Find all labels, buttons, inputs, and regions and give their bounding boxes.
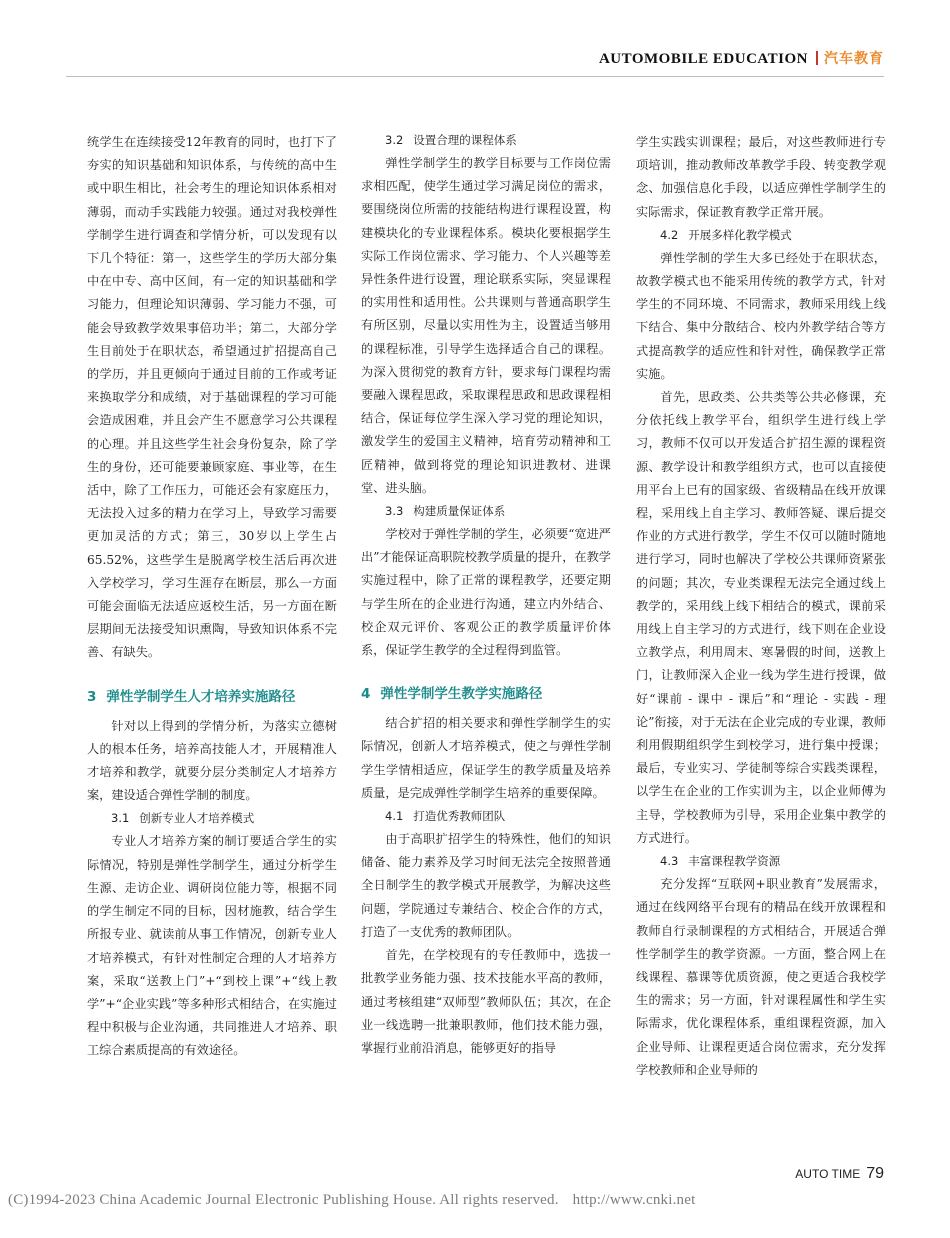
paragraph: 弹性学制学生的教学目标要与工作岗位需求相匹配，使学生通过学习满足岗位的需求，要围绕岗位所需的技能结构进行课程设置，构建模块化的专业课程体系。模块化要根据学生实际工作岗位需求、学习能力、个人兴趣等差异性条件进行设置，理论联系实际，突显课程的实用性和适用性。公共课则与普通高职学生有所区别，尽量以实用性为主，设置适当够用的课程标准，引导学生选择适合自己的课程。为深入贯彻党的教育方针，要求每门课程均需要融入课程思政，采取课程思政和思政课程相结合，保证每位学生深入学习党的理论知识，激发学生的爱国主义精神，培育劳动精神和工匠精神，做到将党的理论知识进教材、进课堂、进头脑。: [361, 156, 611, 495]
subsection-number: 3.1: [111, 811, 130, 826]
subsection-number: 3.3: [385, 504, 404, 519]
subsection-number: 3.2: [385, 133, 404, 147]
section-title: 弹性学制学生教学实施路径: [380, 686, 543, 703]
header-separator: [816, 51, 818, 65]
subsection-title: 创新专业人才培养模式: [139, 811, 255, 826]
section-3-heading: [87, 687, 337, 707]
paragraph: 学校对于弹性学制的学生，必须要“宽进严出”才能保证高职院校教学质量的提升，在教学实施过程中，除了正常的课程教学，还要定期与学生所在的企业进行沟通，建立内外结合、校企双元评价、客观公正的教学质量评价体系，保证学生教学的全过程得到监管。: [361, 527, 611, 658]
subsection-number: 4.1: [385, 809, 404, 824]
section-title: 弹性学制学生人才培养实施路径: [106, 688, 296, 705]
section-4-3-heading: [636, 850, 886, 873]
section-3-3-heading: [361, 500, 611, 523]
paragraph: 首先，在学校现有的专任教师中，选拔一批教学业务能力强、技术技能水平高的教师，通过考核组建“双师型”教师队伍；其次，在企业一线选聘一批兼职教师，他们技术能力强，掌握行业前沿消息，能够更好的指导: [361, 948, 611, 1055]
paragraph: 统学生在连续接受12年教育的同时，也打下了夯实的知识基础和知识体系，与传统的高中生或中职生相比，社会考生的理论知识体系相对薄弱，而动手实践能力较强。通过对我校弹性学制学生进行调查和学情分析，可以发现有以下几个特征：第一，这些学生的学历大部分集中在中专、高中区间，有一定的知识基础和学习能力，但理论知识薄弱、学习能力不强，可能会导致教学效果事倍功半；第二，大部分学生目前处于在职状态，希望通过扩招提高自己的学历，并且更倾向于通过目前的工作或考证来换取学分和成绩，对于基础课程的学习可能会造成困难，并且会产生不愿意学习公共课程的心理。并且这些学生社会身份复杂，除了学生的身份，还可能要兼顾家庭、事业等，在生活中，除了工作压力，可能还会有家庭压力，无法投入过多的精力在学习上，导致学习需要更加灵活的方式；第三，30岁以上学生占65.52%，这些学生是脱离学校生活后再次进入学校学习，学习生涯存在断层，那么一方面可能会面临无法适应返校生活，另一方面在断层期间无法接受知识熏陶，导致知识体系不完善、有缺失。: [87, 135, 337, 660]
subsection-title: 设置合理的课程体系: [413, 133, 517, 147]
section-number: 4: [361, 686, 371, 703]
paragraph: 由于高职扩招学生的特殊性，他们的知识储备、能力素养及学习时间无法完全按照普通全日制学生的教学模式开展教学，为解决这些问题，学院通过专兼结合、校企合作的方式，打造了一支优秀的教师团队。: [361, 832, 611, 939]
paragraph: 学生实践实训课程；最后，对这些教师进行专项培训，推动教师改革教学手段、转变教学观念、加强信息化手段，以适应弹性学制学生的实际需求，保证教育教学正常开展。: [636, 135, 886, 219]
column-right: [636, 131, 886, 1082]
section-number: 3: [87, 688, 97, 705]
cnki-link[interactable]: http://www.cnki.net: [572, 1192, 696, 1208]
subsection-title: 丰富课程教学资源: [688, 854, 781, 869]
paragraph: 首先，思政类、公共类等公共必修课，充分依托线上教学平台，组织学生进行线上学习，教师不仅可以开发适合扩招生源的课程资源、教学设计和教学组织方式，也可以直接使用平台上已有的国家级、省级精品在线开放课程，采用线上自主学习、教师答疑、课后提交作业的方式进行教学，学生不仅可以随时随地进行学习，同时也解决了学校公共课师资紧张的问题；其次，专业类课程无法完全通过线上教学的，采用线上线下相结合的模式，课前采用线上自主学习的方式进行，线下则在企业设立教学点，利用周末、寒暑假的时间，送教上门，让教师深入企业一线为学生进行授课，做好“课前 - 课中 - 课后”和“理论 - 实践 - 理论”衔接，对于无法在企业完成的专业课，教师利用假期组织学生到校学习，进行集中授课；最后，专业实习、学徒制等综合实践类课程，以学生在企业的工作实训为主，以企业师傅为主导，学校教师为引导，采用企业集中教学的方式进行。: [636, 390, 886, 845]
section-4-1-heading: [361, 805, 611, 828]
section-3-2-heading: [361, 129, 611, 152]
section-3-1-heading: [87, 807, 337, 830]
subsection-number: 4.2: [660, 227, 679, 242]
paragraph: 针对以上得到的学情分析，为落实立德树人的根本任务，培养高技能人才，开展精准人才培养和教学，就要分层分类制定人才培养方案，建设适合弹性学制的制度。: [87, 718, 337, 803]
copyright-text: (C)1994-2023 China Academic Journal Electronic Publishing House. All rights reserved.: [8, 1192, 559, 1208]
page-footer: [795, 1165, 884, 1183]
copyright-line: [8, 1192, 948, 1209]
page-number: 79: [866, 1165, 884, 1182]
subsection-title: 开展多样化教学模式: [688, 227, 792, 242]
paragraph: 专业人才培养方案的制订要适合学生的实际情况，特别是弹性学制学生，通过分析学生生源、走访企业、调研岗位能力等，根据不同的学生制定不同的目标，因材施教，结合学生所报专业、就读前从事工作情况，创新专业人才培养模式，有针对性制定合理的人才培养方案，采取“送教上门”+“到校上课”+“线上教学”+“企业实践”等多种形式相结合，在实施过程中积极与企业沟通，共同推进人才培养、职工综合素质提高的有效途径。: [87, 834, 337, 1058]
subsection-title: 打造优秀教师团队: [413, 809, 506, 824]
running-header: [599, 48, 884, 68]
paragraph: 充分发挥“互联网+职业教育”发展需求，通过在线网络平台现有的精品在线开放课程和教师自行录制课程的方式相结合，开展适合弹性学制学生的教学资源。一方面，整合网上在线课程、慕课等优质资源，使之更适合我校学生的需求；另一方面，针对课程属性和学生实际需求，优化课程体系，重组课程资源，加入企业导师、让课程更适合岗位需求，充分发挥学校教师和企业导师的: [636, 877, 886, 1077]
section-4-2-heading: [636, 224, 886, 247]
journal-title-cn: 汽车教育: [824, 51, 884, 67]
magazine-name: AUTO TIME: [795, 1167, 861, 1181]
subsection-number: 4.3: [660, 854, 679, 869]
paragraph: 结合扩招的相关要求和弹性学制学生的实际情况，创新人才培养模式，使之与弹性学制学生学情相适应，保证学生的教学质量及培养质量，是完成弹性学制学生培养的重要保障。: [361, 716, 611, 800]
section-4-heading: [361, 684, 611, 704]
subsection-title: 构建质量保证体系: [413, 504, 506, 519]
column-left: [87, 131, 337, 1063]
column-middle: [361, 131, 611, 1060]
paragraph: 弹性学制的学生大多已经处于在职状态，故教学模式也不能采用传统的教学方式，针对学生的不同环境、不同需求，教师采用线上线下结合、集中分散结合、校内外教学结合等方式提高教学的适应性和针对性，确保教学正常实施。: [636, 250, 886, 381]
header-rule: [66, 76, 884, 77]
journal-title-en: AUTOMOBILE EDUCATION: [598, 51, 808, 67]
